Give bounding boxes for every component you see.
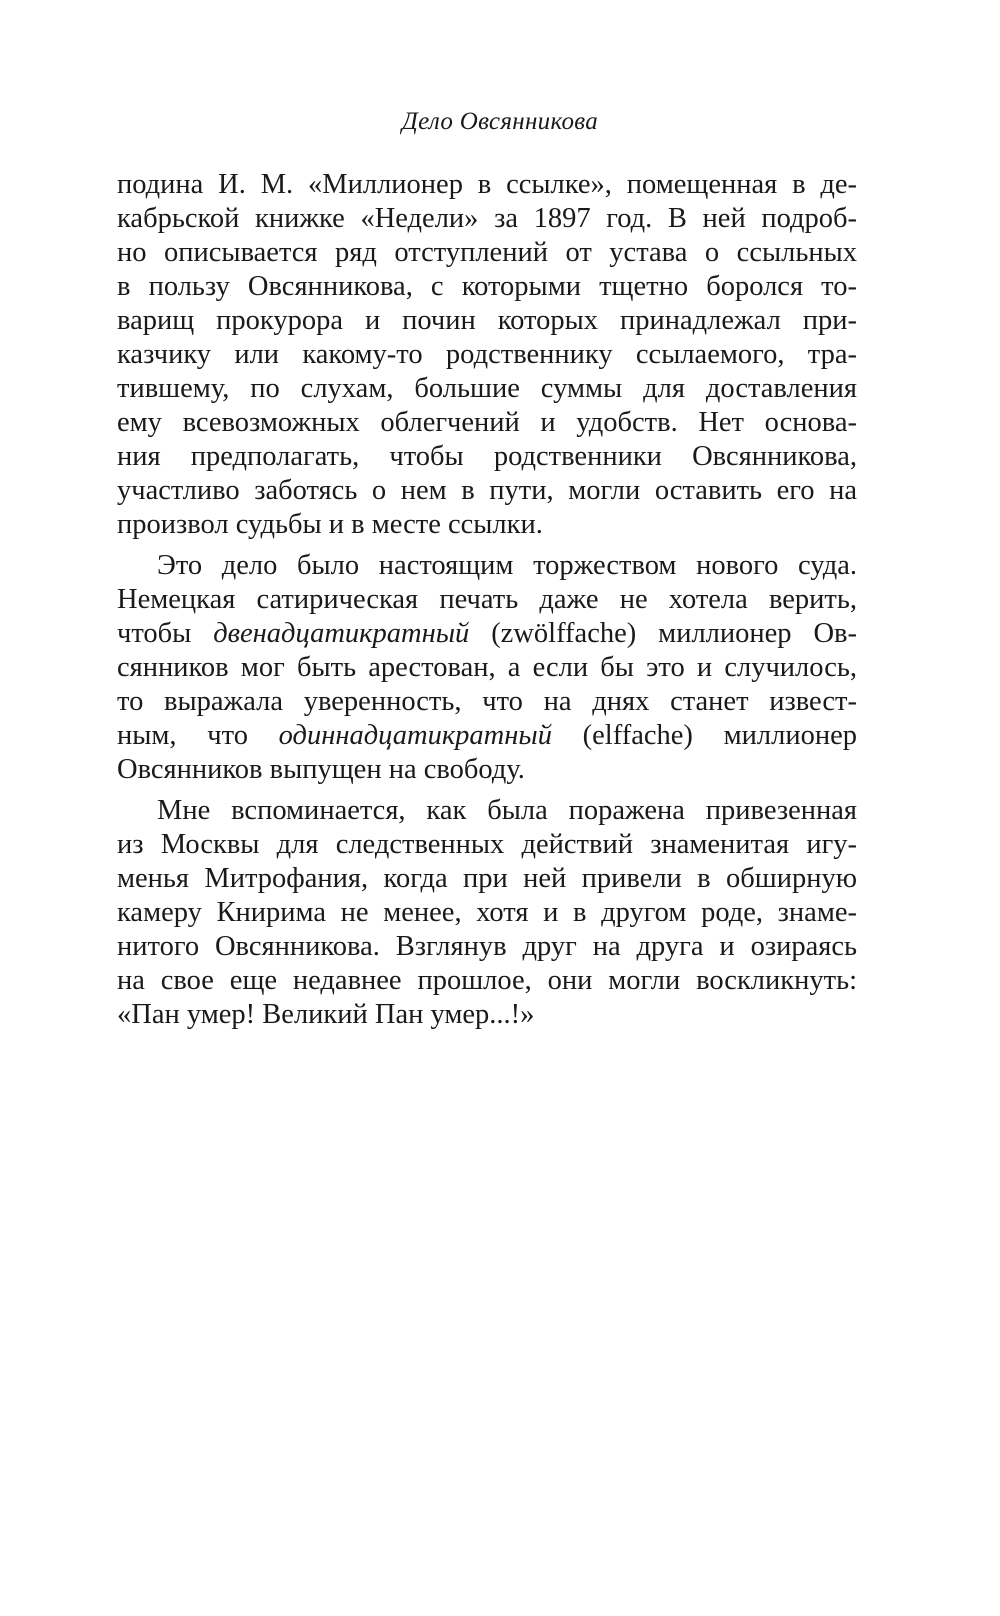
text-line: Немецкая сатирическая печать даже не хотела верить,: [117, 584, 857, 615]
text-line: «Пан умер! Великий Пан умер...!»: [117, 999, 535, 1030]
text-line: ным, что одиннадцатикратный (elffache) миллионер: [117, 720, 857, 751]
text-line: Мне вспоминается, как была поражена привезенная: [157, 795, 857, 826]
text-line: Овсянников выпущен на свободу.: [117, 754, 525, 785]
text-line: нитого Овсянникова. Взглянув друг на друга и озираясь: [117, 931, 857, 962]
text-line: ния предполагать, чтобы родственники Овсянникова,: [117, 441, 857, 472]
italic-term: двенадцатикратный: [213, 618, 470, 649]
text-line: Это дело было настоящим торжеством нового суда.: [157, 550, 857, 581]
text-line: менья Митрофания, когда при ней привели в обширную: [117, 863, 857, 894]
text-line: кабрьской книжке «Недели» за 1897 год. В ней подроб-: [117, 203, 857, 234]
text-line: участливо заботясь о нем в пути, могли оставить его на: [117, 475, 857, 506]
body-text: [117, 168, 857, 1032]
italic-term: одиннадцатикратный: [278, 720, 552, 751]
text-line: из Москвы для следственных действий знаменитая игу-: [117, 829, 857, 860]
text-line: в пользу Овсянникова, с которыми тщетно боролся то-: [117, 271, 857, 302]
text-line: камеру Книрима не менее, хотя и в другом роде, знаме-: [117, 897, 857, 928]
text-line: сянников мог быть арестован, а если бы это и случилось,: [117, 652, 857, 683]
text-line: на свое еще недавнее прошлое, они могли воскликнуть:: [117, 965, 857, 996]
text-line: казчику или какому-то родственнику ссылаемого, тра-: [117, 339, 857, 370]
text-line: ему всевозможных облегчений и удобств. Нет основа-: [117, 407, 857, 438]
text-line: тившему, по слухам, большие суммы для доставления: [117, 373, 857, 404]
text-line: но описывается ряд отступлений от устава о ссыльных: [117, 237, 857, 268]
text-line: чтобы двенадцатикратный (zwölffache) миллионер Ов-: [117, 618, 857, 649]
text-line: подина И. М. «Миллионер в ссылке», помещенная в де-: [117, 169, 857, 200]
text-line: то выражала уверенность, что на днях станет извест-: [117, 686, 857, 717]
running-head: Дело Овсянникова: [401, 108, 599, 135]
text-line: варищ прокурора и почин которых принадлежал при-: [117, 305, 857, 336]
text-line: произвол судьбы и в месте ссылки.: [117, 509, 543, 540]
